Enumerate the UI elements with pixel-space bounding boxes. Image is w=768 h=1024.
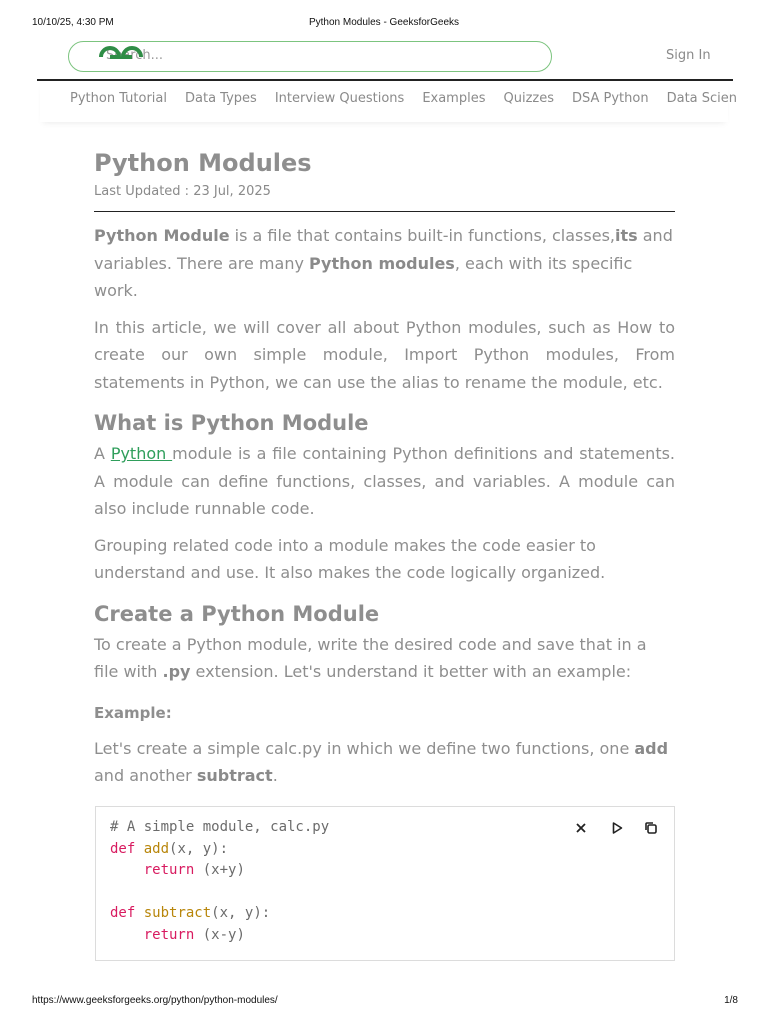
nav-item-python-tutorial[interactable]: Python Tutorial [70, 91, 167, 106]
code-keyword: return [143, 862, 195, 879]
code-function-name: subtract [143, 905, 212, 922]
code-block [95, 806, 675, 961]
code-args: (x, y): [169, 840, 229, 857]
nav-item-interview-questions[interactable]: Interview Questions [274, 91, 405, 106]
what-text: A [94, 444, 111, 464]
example-heading: Example: [94, 703, 172, 722]
example-text: and another [94, 766, 197, 786]
code-keyword: def [110, 840, 136, 857]
article [94, 146, 675, 790]
create-paragraph [94, 631, 675, 686]
example-text: Let's create a simple calc.py in which we define two functions, one [94, 738, 635, 758]
print-url: https://www.geeksforgeeks.org/python/python-modules/ [32, 995, 278, 1006]
code-expression: (x+y) [194, 862, 245, 879]
code-expression: (x-y) [194, 926, 245, 943]
article-overview-paragraph: In this article, we will cover all about Python modules, such as How to create our own simple module, Import Python modules, From statements in Python, we can use the alias to rename the module, etc. [94, 317, 675, 392]
page-title: Python Modules [94, 149, 312, 177]
python-link[interactable]: Python [110, 444, 173, 464]
intro-paragraph [94, 222, 675, 305]
nav-item-data-types[interactable]: Data Types [185, 91, 257, 106]
heading-what-is-module: What is Python Module [94, 411, 369, 436]
sign-in-link[interactable]: Sign In [666, 48, 711, 63]
grouping-paragraph: Grouping related code into a module makes the code easier to understand and use. It also makes the code logically organized. [94, 535, 606, 583]
copy-icon[interactable] [643, 820, 659, 836]
search-input[interactable]: Search... [106, 48, 164, 63]
intro-text: , each with its specific work. [94, 253, 633, 301]
code-comment: # A simple module, calc.py [110, 819, 330, 835]
close-icon[interactable] [573, 820, 589, 836]
print-datetime: 10/10/25, 4:30 PM [32, 17, 114, 28]
heading-create-module: Create a Python Module [94, 601, 380, 626]
what-paragraph [94, 440, 675, 523]
code-keyword: return [143, 926, 195, 943]
example-paragraph [94, 735, 675, 790]
print-title: Python Modules - GeeksforGeeks [308, 17, 460, 28]
code-args: (x, y): [211, 905, 271, 922]
top-nav [70, 91, 755, 106]
nav-item-data-science[interactable]: Data Scien [666, 91, 738, 106]
create-text: To create a Python module, write the desired code and save that in a file with [94, 634, 647, 682]
title-divider [94, 211, 675, 212]
nav-item-dsa-python[interactable]: DSA Python [572, 91, 649, 106]
code-content [110, 817, 329, 947]
code-keyword: def [110, 905, 136, 922]
last-updated: Last Updated : 23 Jul, 2025 [94, 184, 271, 199]
example-bold-add: add [634, 738, 669, 758]
what-text: module is a file containing Python definitions and statements. A module can define functions, classes, and variables. A module can also include runnable code. [94, 444, 676, 519]
intro-bold-its: its [615, 226, 638, 246]
page-number: 1/8 [724, 995, 738, 1006]
create-bold-py: .py [162, 662, 191, 682]
intro-bold-module: Python Module [94, 226, 230, 246]
create-text: extension. Let's understand it better with an example: [190, 662, 632, 682]
nav-item-examples[interactable]: Examples [422, 91, 486, 106]
intro-bold-modules: Python modules [309, 253, 455, 273]
example-text: . [272, 766, 278, 786]
nav-item-quizzes[interactable]: Quizzes [503, 91, 554, 106]
intro-text: and variables. There are many [94, 226, 673, 273]
play-icon[interactable] [609, 820, 625, 836]
gfg-logo[interactable] [98, 45, 144, 69]
example-bold-subtract: subtract [196, 766, 273, 786]
code-function-name: add [143, 840, 170, 857]
intro-text: is a file that contains built-in functions, classes, [229, 226, 615, 246]
